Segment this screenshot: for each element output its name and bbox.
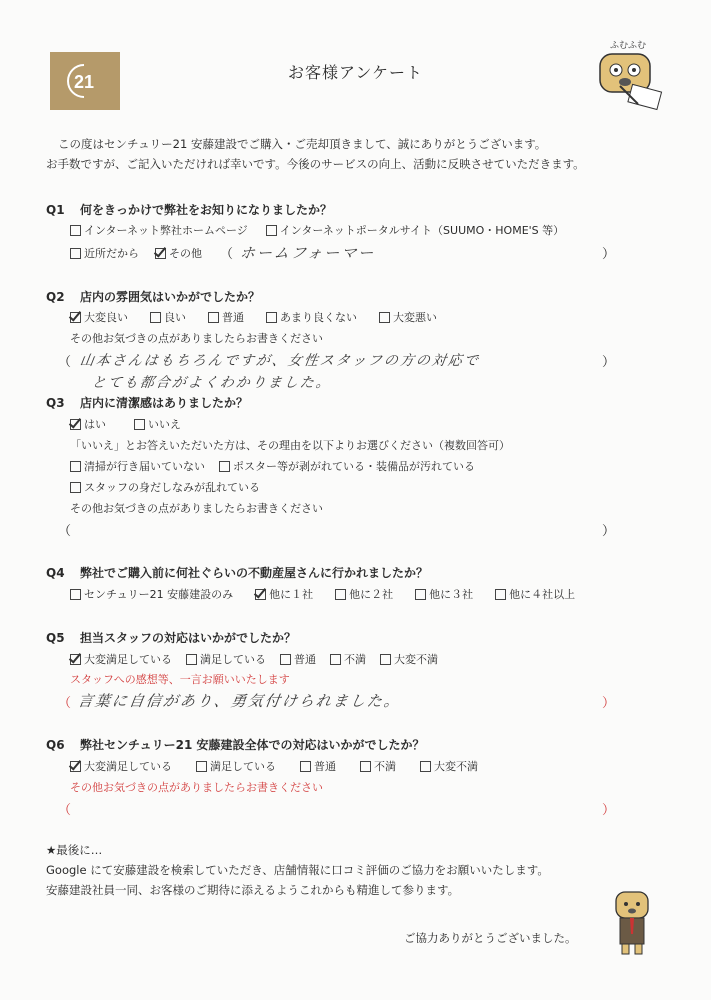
q2-answer-line1[interactable]: 山本さんはもちろんですが、女性スタッフの方の対応で	[78, 353, 481, 369]
page-title: お客様アンケート	[287, 63, 424, 82]
checkbox-checked[interactable]	[155, 248, 166, 259]
q3-note: 「いいえ」とお答えいただいた方は、その理由を以下よりお選びください（複数回答可）	[70, 439, 510, 452]
q3-reasons-row2	[70, 479, 260, 495]
checkbox[interactable]	[266, 312, 277, 323]
closing-section	[46, 840, 549, 900]
q2-option-very-bad[interactable]: 大変悪い	[379, 309, 437, 325]
q3-reason-poster[interactable]: ポスター等が剥がれている・装備品が汚れている	[219, 458, 475, 474]
intro-text	[46, 134, 585, 174]
checkbox[interactable]	[379, 312, 390, 323]
q5-heading: Q5 担当スタッフの対応はいかがでしたか？	[46, 631, 297, 645]
q4-option-one[interactable]: 他に１社	[255, 586, 313, 602]
checkbox[interactable]	[70, 248, 81, 259]
checkbox[interactable]	[208, 312, 219, 323]
checkbox[interactable]	[70, 461, 81, 472]
checkbox[interactable]	[300, 761, 311, 772]
checkbox[interactable]	[134, 419, 145, 430]
q2-option-normal[interactable]: 普通	[208, 309, 244, 325]
q6-option-very-satisfied[interactable]: 大変満足している	[70, 758, 172, 774]
checkbox[interactable]	[330, 654, 341, 665]
q1-options-row2	[70, 245, 202, 261]
q2-open-paren: （	[58, 355, 72, 370]
checkbox[interactable]	[420, 761, 431, 772]
q3-open-paren: （	[58, 524, 72, 539]
closing-line-1: Google にて安藤建設を検索していただき、店舗情報に口コミ評価のご協力をお願いいたします。	[46, 863, 549, 877]
checkbox[interactable]	[495, 589, 506, 600]
q4-option-only[interactable]: センチュリー21 安藤建設のみ	[70, 586, 233, 602]
intro-line-2: お手数ですが、ご記入いただければ幸いです。今後のサービスの向上、活動に反映させていただきます。	[46, 157, 585, 171]
q3-reason-cleaning[interactable]: 清掃が行き届いていない	[70, 458, 205, 474]
q2-close-paren: ）	[602, 355, 616, 370]
q3-heading: Q3 店内に清潔感はありましたか？	[46, 396, 249, 410]
q6-close-paren: ）	[602, 803, 616, 818]
q1-option-nearby[interactable]: 近所だから	[70, 245, 139, 261]
q2-option-not-good[interactable]: あまり良くない	[266, 309, 357, 325]
q3-option-yes[interactable]: はい	[70, 416, 106, 432]
q1-other-handwritten[interactable]: ホームフォーマー	[238, 244, 377, 262]
checkbox[interactable]	[266, 225, 277, 236]
q4-option-two[interactable]: 他に２社	[335, 586, 393, 602]
checkbox-checked[interactable]	[70, 419, 81, 430]
q6-option-normal[interactable]: 普通	[300, 758, 336, 774]
q6-heading: Q6 弊社センチュリー21 安藤建設全体での対応はいかがでしたか？	[46, 738, 425, 752]
q2-answer-line2[interactable]: とても都合がよくわかりました。	[90, 375, 333, 391]
q5-answer-handwritten[interactable]: 言葉に自信があり、勇気付けられました。	[76, 692, 403, 710]
q6-options	[70, 758, 478, 774]
q3-close-paren: ）	[602, 524, 616, 539]
q2-prompt: その他お気づきの点がありましたらお書きください	[70, 332, 323, 345]
dog-mascot-suit-icon	[608, 888, 658, 958]
checkbox-checked[interactable]	[70, 761, 81, 772]
checkbox[interactable]	[70, 225, 81, 236]
q1-heading: Q1 何をきっかけで弊社をお知りになりましたか？	[46, 203, 333, 217]
checkbox[interactable]	[380, 654, 391, 665]
q4-heading: Q4 弊社でご購入前に何社ぐらいの不動産屋さんに行かれましたか？	[46, 566, 429, 580]
q6-option-satisfied[interactable]: 満足している	[196, 758, 276, 774]
q3-option-no[interactable]: いいえ	[134, 416, 181, 432]
mascot-bowing	[608, 888, 658, 962]
intro-line-1: この度はセンチュリー21 安藤建設でご購入・ご売却頂きまして、誠にありがとうございます。	[58, 137, 547, 151]
q3-options	[70, 416, 181, 432]
q6-option-dissatisfied[interactable]: 不満	[360, 758, 396, 774]
checkbox[interactable]	[70, 589, 81, 600]
q1-option-other[interactable]: その他	[155, 245, 202, 261]
q5-option-very-satisfied[interactable]: 大変満足している	[70, 651, 172, 667]
svg-text:ふむふむ: ふむふむ	[610, 41, 647, 51]
q3-prompt: その他お気づきの点がありましたらお書きください	[70, 502, 323, 515]
q1-options-row1	[70, 222, 564, 238]
q5-open-paren: （	[58, 696, 72, 711]
checkbox[interactable]	[415, 589, 426, 600]
q2-heading: Q2 店内の雰囲気はいかがでしたか？	[46, 290, 261, 304]
mascot-thinking	[590, 36, 670, 115]
q5-option-normal[interactable]: 普通	[280, 651, 316, 667]
q1-open-paren: （	[220, 247, 234, 262]
checkbox[interactable]	[70, 482, 81, 493]
checkbox-checked[interactable]	[255, 589, 266, 600]
closing-line-2: 安藤建設社員一同、お客様のご期待に添えるようこれからも精進して参ります。	[46, 883, 460, 897]
checkbox[interactable]	[219, 461, 230, 472]
q6-option-very-dissatisfied[interactable]: 大変不満	[420, 758, 478, 774]
q5-options	[70, 651, 438, 667]
q6-prompt: その他お気づきの点がありましたらお書きください	[70, 781, 323, 794]
checkbox[interactable]	[196, 761, 207, 772]
q5-option-dissatisfied[interactable]: 不満	[330, 651, 366, 667]
q4-option-three[interactable]: 他に３社	[415, 586, 473, 602]
checkbox-checked[interactable]	[70, 654, 81, 665]
q2-options	[70, 309, 437, 325]
dog-mascot-icon	[590, 36, 670, 111]
q3-reason-appearance[interactable]: スタッフの身だしなみが乱れている	[70, 479, 260, 495]
checkbox[interactable]	[360, 761, 371, 772]
checkbox[interactable]	[186, 654, 197, 665]
q2-option-very-good[interactable]: 大変良い	[70, 309, 128, 325]
svg-text:21: 21	[74, 72, 95, 92]
q1-option-portal[interactable]: インターネットポータルサイト（SUUMO・HOME'S 等）	[266, 222, 564, 238]
q5-prompt: スタッフへの感想等、一言お願いいたします	[70, 673, 290, 686]
q5-close-paren: ）	[602, 696, 616, 711]
q5-option-satisfied[interactable]: 満足している	[186, 651, 266, 667]
checkbox[interactable]	[280, 654, 291, 665]
checkbox-checked[interactable]	[70, 312, 81, 323]
q4-options	[70, 586, 575, 602]
q2-option-good[interactable]: 良い	[150, 309, 186, 325]
q3-reasons-row1	[70, 458, 475, 474]
q1-close-paren: ）	[602, 247, 616, 262]
checkbox[interactable]	[335, 589, 346, 600]
q5-option-very-dissatisfied[interactable]: 大変不満	[380, 651, 438, 667]
thanks-text: ご協力ありがとうございました。	[404, 931, 577, 945]
checkbox[interactable]	[150, 312, 161, 323]
q1-option-homepage[interactable]: インターネット弊社ホームページ	[70, 222, 248, 238]
q6-open-paren: （	[58, 803, 72, 818]
closing-heading: ★最後に…	[46, 843, 103, 857]
q4-option-four-plus[interactable]: 他に４社以上	[495, 586, 575, 602]
